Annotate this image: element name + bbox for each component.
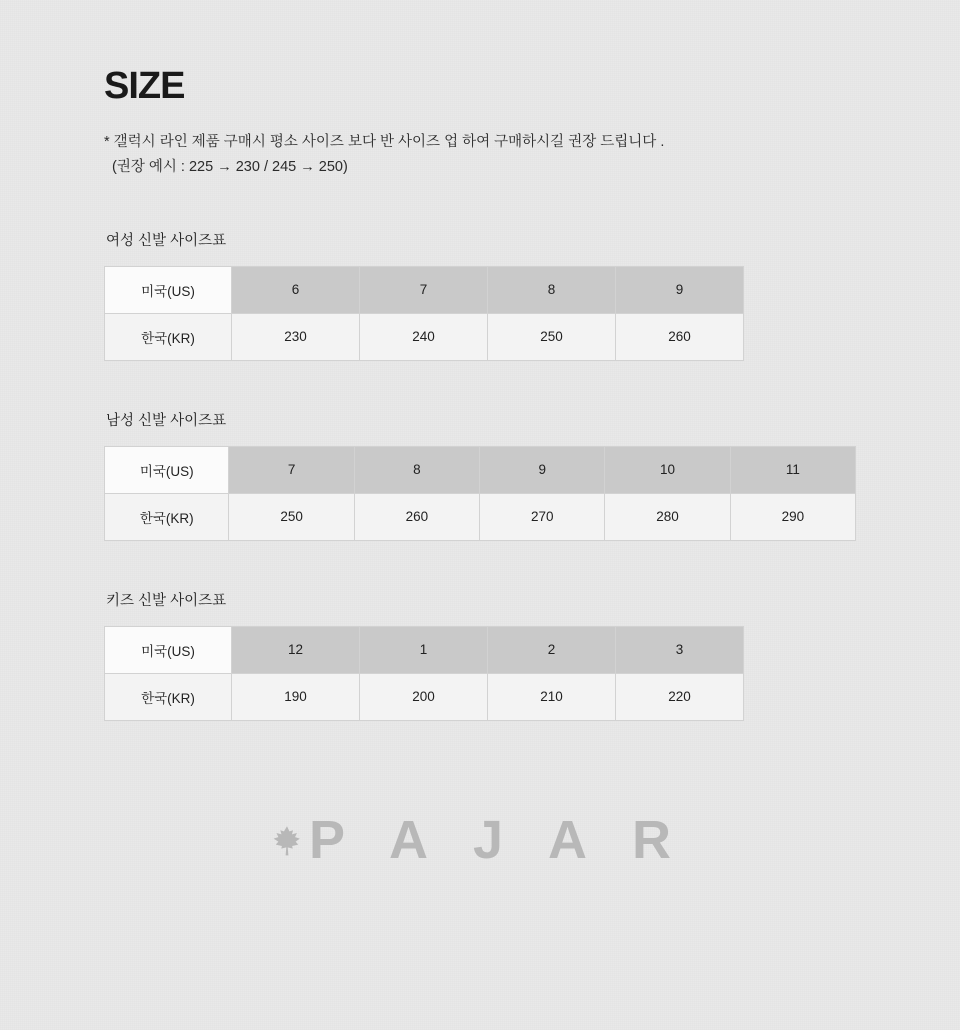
table-cell: 6 <box>232 266 360 313</box>
table-cell: 7 <box>360 266 488 313</box>
table-cell: 280 <box>605 493 730 540</box>
table-cell: 11 <box>730 446 855 493</box>
size-table-men <box>104 446 856 541</box>
table-row <box>105 626 744 673</box>
size-note <box>104 130 856 181</box>
brand-logo <box>104 809 856 870</box>
table-row <box>105 446 856 493</box>
page-title: SIZE <box>104 65 185 107</box>
section-men <box>104 409 856 541</box>
table-cell: 2 <box>488 626 616 673</box>
table-cell: 3 <box>616 626 744 673</box>
row-label-kr: 한국(KR) <box>105 313 232 360</box>
row-label-us: 미국(US) <box>105 626 232 673</box>
table-row <box>105 313 744 360</box>
table-cell: 230 <box>232 313 360 360</box>
table-cell: 250 <box>488 313 616 360</box>
size-note-line-2: (권장 예시 : 225 → 230 / 245 → 250) <box>112 159 348 176</box>
table-row <box>105 493 856 540</box>
table-cell: 8 <box>488 266 616 313</box>
table-cell: 9 <box>480 446 605 493</box>
table-cell: 8 <box>354 446 479 493</box>
table-row <box>105 673 744 720</box>
size-table-women <box>104 266 744 361</box>
table-cell: 210 <box>488 673 616 720</box>
section-title-kids: 키즈 신발 사이즈표 <box>106 592 227 609</box>
section-title-women: 여성 신발 사이즈표 <box>106 232 227 249</box>
row-label-kr: 한국(KR) <box>105 493 229 540</box>
section-kids <box>104 589 856 721</box>
table-cell: 7 <box>229 446 354 493</box>
table-cell: 240 <box>360 313 488 360</box>
table-row <box>105 266 744 313</box>
table-cell: 260 <box>354 493 479 540</box>
row-label-us: 미국(US) <box>105 446 229 493</box>
table-cell: 290 <box>730 493 855 540</box>
table-cell: 260 <box>616 313 744 360</box>
table-cell: 250 <box>229 493 354 540</box>
brand-name: P A J A R <box>308 809 688 870</box>
table-cell: 1 <box>360 626 488 673</box>
table-cell: 190 <box>232 673 360 720</box>
table-cell: 220 <box>616 673 744 720</box>
maple-leaf-icon <box>273 825 301 859</box>
size-table-kids <box>104 626 744 721</box>
table-cell: 9 <box>616 266 744 313</box>
size-note-line-1: * 갤럭시 라인 제품 구매시 평소 사이즈 보다 반 사이즈 업 하여 구매하시길 권장 드립니다 . <box>104 133 665 150</box>
section-title-men: 남성 신발 사이즈표 <box>106 412 227 429</box>
table-cell: 270 <box>480 493 605 540</box>
table-cell: 12 <box>232 626 360 673</box>
row-label-us: 미국(US) <box>105 266 232 313</box>
row-label-kr: 한국(KR) <box>105 673 232 720</box>
table-cell: 200 <box>360 673 488 720</box>
section-women <box>104 229 856 361</box>
table-cell: 10 <box>605 446 730 493</box>
